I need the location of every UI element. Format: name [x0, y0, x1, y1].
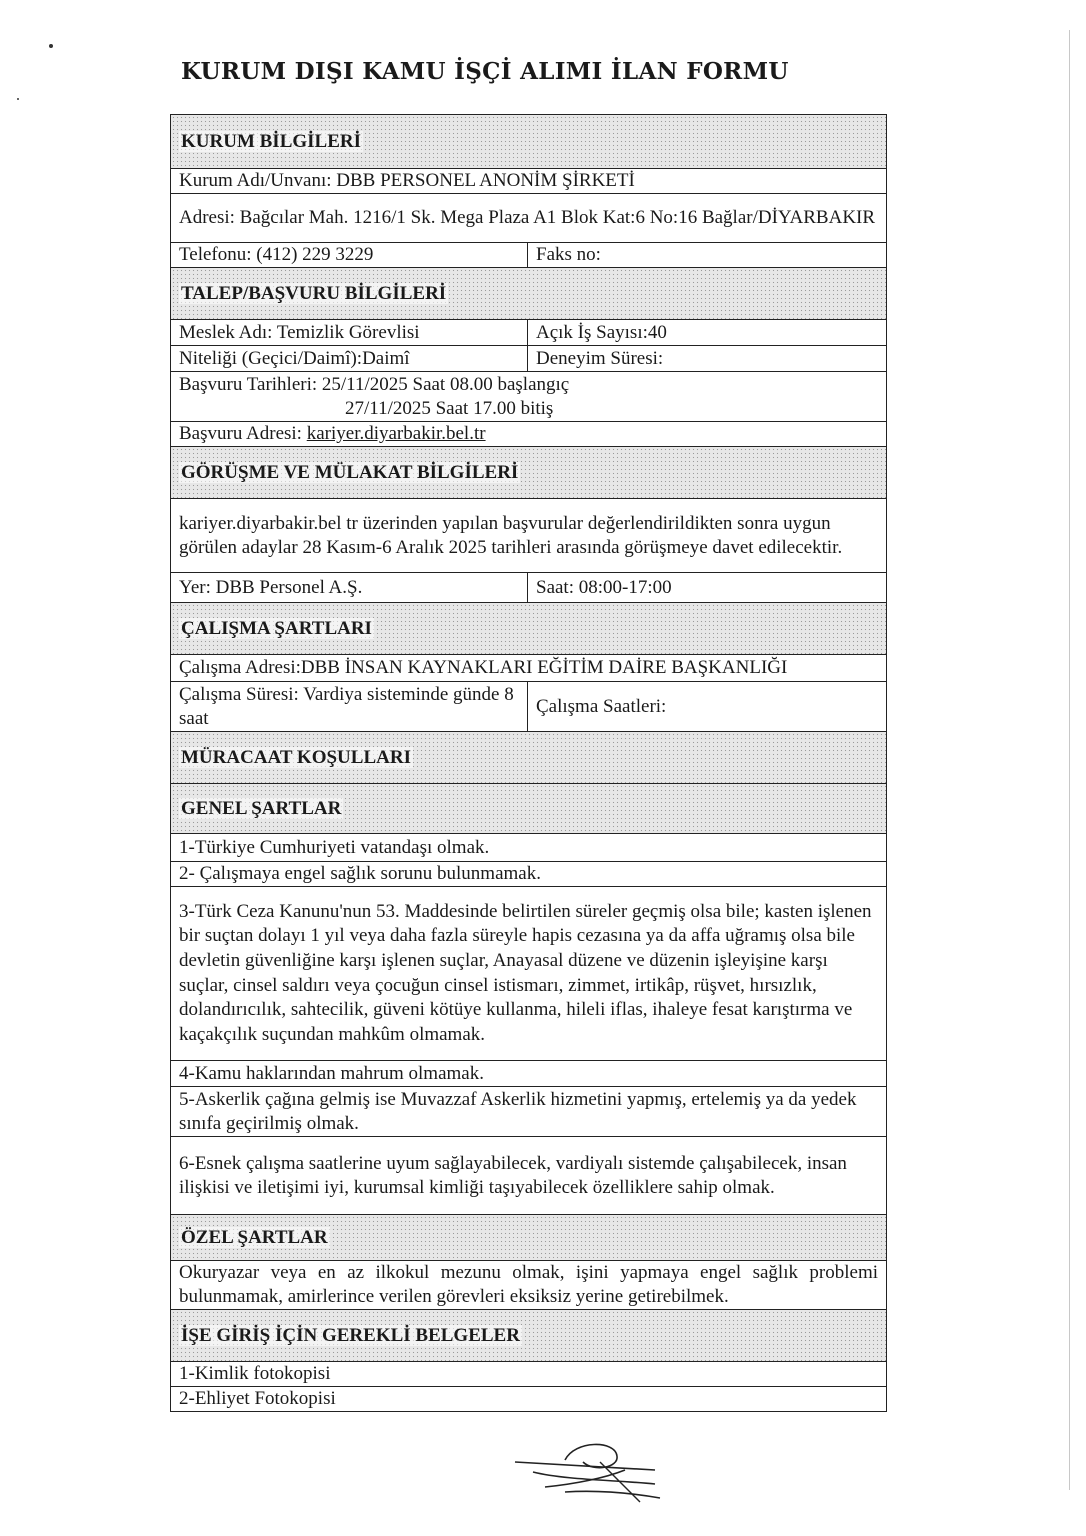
acik-is-sayisi: Açık İş Sayısı:40 [528, 320, 887, 346]
calisma-saatleri: Çalışma Saatleri: [528, 682, 887, 732]
gorusme-aciklama: kariyer.diyarbakir.bel tr üzerinden yapılan başvurular değerlendirildikten sonra uygun görülen adaylar 28 Kasım-6 Aralık 2025 tarihleri arasında görüşmeye davet edilecektir. [171, 499, 887, 573]
belge-item: 2-Ehliyet Fotokopisi [171, 1387, 887, 1412]
genel-sart-item: 3-Türk Ceza Kanunu'nun 53. Maddesinde belirtilen süreler geçmiş olsa bile; kasten işlenen bir suçtan dolayı 1 yıl veya daha fazla süreyle hapis cezasına ya da affa uğramış olsa bile devletin güvenliğine karşı işlenen suçlar, Anayasal düzene ve düzenin işleyişine karşı suçlar, cinsel saldırı veya çocuğun cinsel istismarı, zimmet, irtikâp, rüşvet, hırsızlık, dolandırıcılık, sahtecilik, güveni kötüye kullanma, hileli iflas, ihaleye fesat karıştırma ve kaçakçılık suçundan mahkûm olmamak. [171, 887, 887, 1061]
genel-sart-item: 2- Çalışmaya engel sağlık sorunu bulunmamak. [171, 862, 887, 887]
gorusme-yer: Yer: DBB Personel A.Ş. [171, 573, 528, 603]
kurum-faks: Faks no: [528, 243, 887, 268]
genel-sart-item: 4-Kamu haklarından mahrum olmamak. [171, 1061, 887, 1087]
niteligi: Niteliği (Geçici/Daimî):Daimî [171, 346, 528, 372]
gorusme-saat: Saat: 08:00-17:00 [528, 573, 887, 603]
meslek-adi: Meslek Adı: Temizlik Görevlisi [171, 320, 528, 346]
announcement-form-table [170, 114, 887, 1412]
handwritten-signature [505, 1432, 675, 1512]
section-header-genel: GENEL ŞARTLAR [171, 784, 887, 834]
basvuru-tarihleri [171, 372, 887, 422]
basvuru-tarih-bitis: 27/11/2025 Saat 17.00 bitiş [345, 397, 554, 419]
basvuru-adresi-link[interactable]: kariyer.diyarbakir.bel.tr [306, 423, 486, 444]
belge-item: 1-Kimlik fotokopisi [171, 1362, 887, 1387]
section-header-gorusme: GÖRÜŞME VE MÜLAKAT BİLGİLERİ [171, 447, 887, 499]
ozel-sartlar-metin: Okuryazar veya en az ilkokul mezunu olmak, işini yapmaya engel sağlık problemi bulunmamak, amirlerince verilen görevleri eksiksiz yerine getirebilmek. [171, 1261, 887, 1310]
scan-edge-line [1069, 30, 1070, 1490]
section-header-belgeler: İŞE GİRİŞ İÇİN GEREKLİ BELGELER [171, 1310, 887, 1362]
kurum-telefon: Telefonu: (412) 229 3229 [171, 243, 528, 268]
genel-sart-item: 1-Türkiye Cumhuriyeti vatandaşı olmak. [171, 834, 887, 862]
kurum-ad: Kurum Adı/Unvanı: DBB PERSONEL ANONİM ŞİRKETİ [171, 169, 887, 194]
section-header-muracaat: MÜRACAAT KOŞULLARI [171, 732, 887, 784]
calisma-adresi: Çalışma Adresi:DBB İNSAN KAYNAKLARI EĞİTİM DAİRE BAŞKANLIĞI [171, 655, 887, 682]
basvuru-tarih-baslangic: Başvuru Tarihleri: 25/11/2025 Saat 08.00 başlangıç [179, 373, 570, 395]
deneyim-suresi: Deneyim Süresi: [528, 346, 887, 372]
kurum-adres: Adresi: Bağcılar Mah. 1216/1 Sk. Mega Plaza A1 Blok Kat:6 No:16 Bağlar/DİYARBAKIR [171, 194, 887, 243]
basvuru-adresi-label: Başvuru Adresi: [179, 423, 307, 444]
section-header-calisma: ÇALIŞMA ŞARTLARI [171, 603, 887, 655]
genel-sart-item: 5-Askerlik çağına gelmiş ise Muvazzaf Askerlik hizmetini yapmış, ertelemiş ya da yedek sınıfa geçirilmiş olmak. [171, 1087, 887, 1137]
calisma-suresi: Çalışma Süresi: Vardiya sisteminde günde 8 saat [171, 682, 528, 732]
section-header-kurum: KURUM BİLGİLERİ [171, 115, 887, 169]
genel-sart-item: 6-Esnek çalışma saatlerine uyum sağlayabilecek, vardiyalı sistemde çalışabilecek, insan ilişkisi ve iletişimi iyi, kurumsal kimliği taşıyabilecek özelliklere sahip olmak. [171, 1137, 887, 1215]
page-title: KURUM DIŞI KAMU İŞÇİ ALIMI İLAN FORMU [181, 58, 789, 85]
scan-speck [17, 98, 19, 100]
section-header-talep: TALEP/BAŞVURU BİLGİLERİ [171, 268, 887, 320]
section-header-ozel: ÖZEL ŞARTLAR [171, 1215, 887, 1261]
scan-speck [49, 44, 53, 48]
basvuru-adresi [171, 422, 887, 447]
